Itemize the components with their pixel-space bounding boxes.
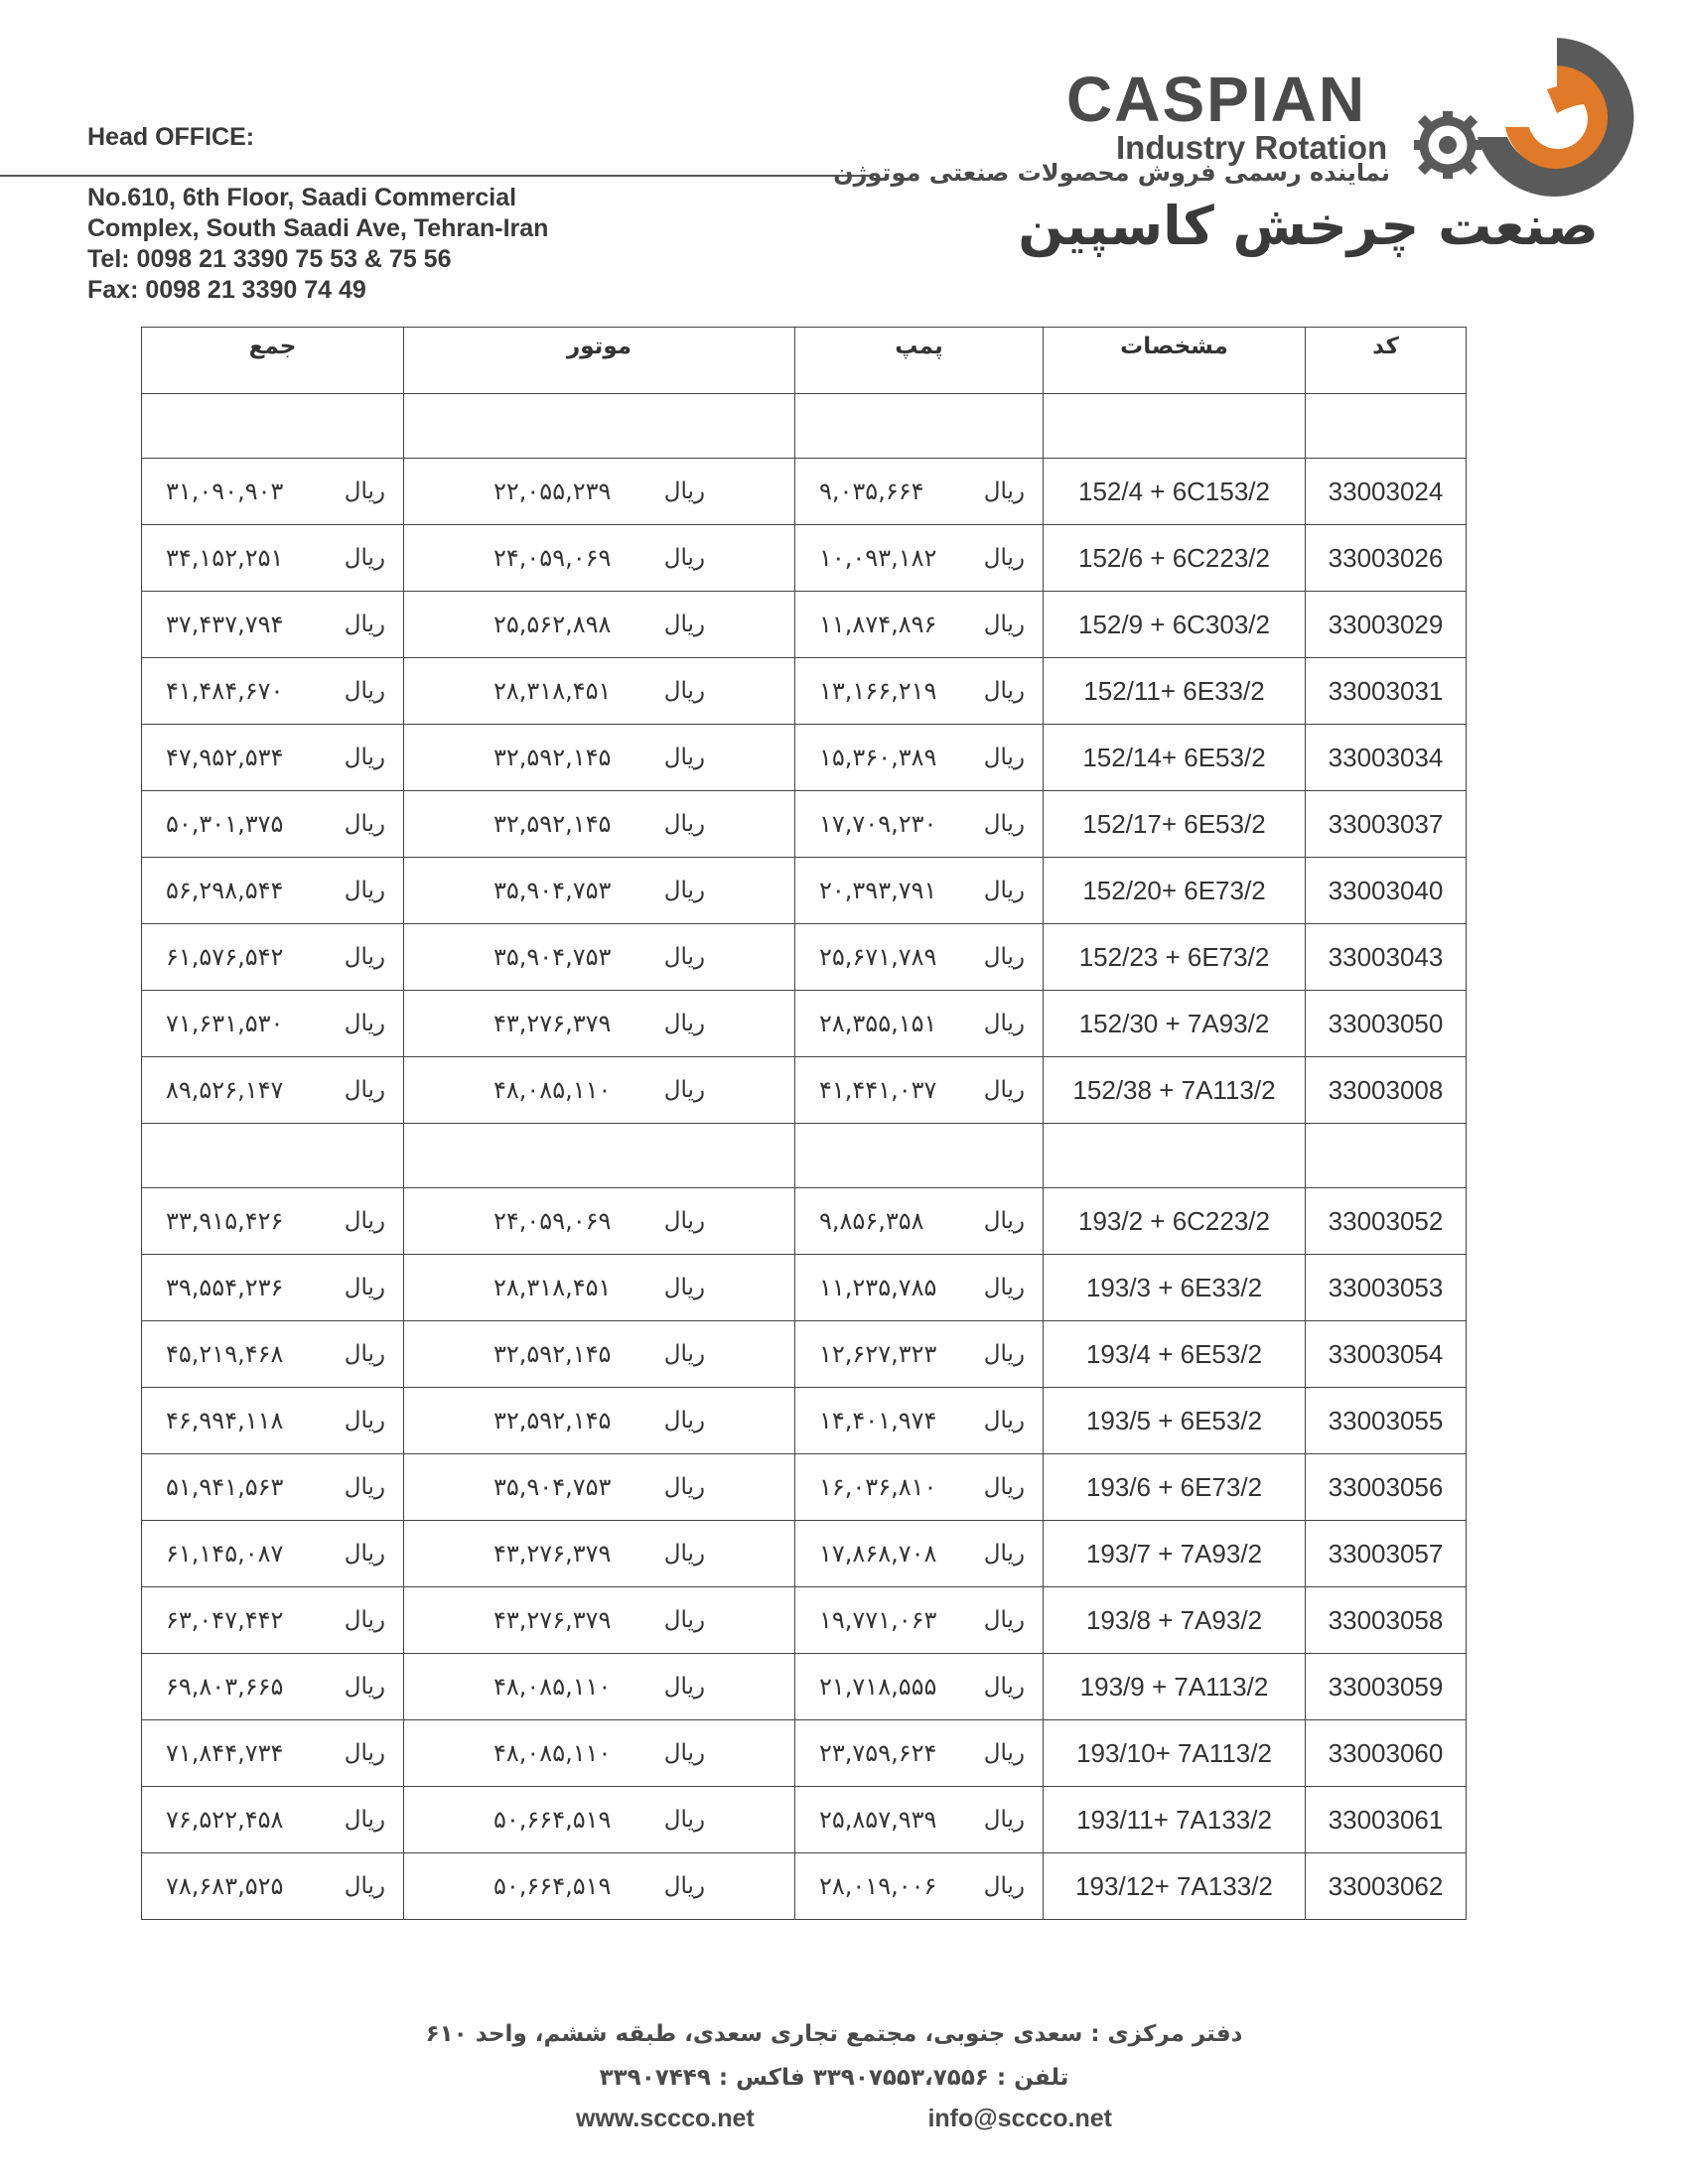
currency-label: ریال	[663, 1275, 705, 1300]
total-cell	[142, 1521, 404, 1587]
currency-label: ریال	[663, 1807, 705, 1833]
header-spec: مشخصات	[1044, 328, 1306, 394]
pump-amount: ۲۵,۶۷۱,۷۸۹	[819, 943, 937, 971]
currency-label: ریال	[344, 811, 385, 837]
brand-tagline: نماینده رسمی فروش محصولات صنعتی موتوژن	[833, 159, 1390, 187]
currency-label: ریال	[983, 878, 1025, 903]
motor-amount: ۴۳,۲۷۶,۳۷۹	[493, 1010, 612, 1037]
total-cell	[142, 1787, 404, 1853]
table-row	[142, 1255, 1467, 1321]
currency-label: ریال	[663, 1873, 705, 1899]
empty-cell	[1044, 394, 1306, 459]
address-line: Complex, South Saadi Ave, Tehran-Iran	[87, 214, 549, 242]
pump-amount: ۹,۰۳۵,۶۶۴	[819, 478, 924, 505]
empty-cell	[142, 394, 404, 459]
motor-cell	[404, 924, 795, 991]
spec-cell: 152/4 + 6C153/2	[1044, 459, 1306, 525]
currency-label: ریال	[663, 478, 705, 504]
spec-cell: 193/11+ 7A133/2	[1044, 1787, 1306, 1853]
spec-cell: 193/8 + 7A93/2	[1044, 1587, 1306, 1654]
total-amount: ۴۷,۹۵۲,۵۳۴	[166, 744, 284, 771]
motor-cell	[404, 791, 795, 858]
total-cell	[142, 858, 404, 924]
spec-cell: 193/2 + 6C223/2	[1044, 1188, 1306, 1255]
total-amount: ۵۶,۲۹۸,۵۴۴	[166, 877, 284, 904]
empty-cell	[1044, 1124, 1306, 1188]
code-cell: 33003061	[1306, 1787, 1467, 1853]
currency-label: ریال	[344, 1341, 385, 1367]
code-cell: 33003024	[1306, 459, 1467, 525]
pump-cell	[795, 1388, 1044, 1454]
currency-label: ریال	[663, 1674, 705, 1700]
empty-cell	[795, 394, 1044, 459]
currency-label: ریال	[344, 878, 385, 903]
pump-cell	[795, 991, 1044, 1057]
empty-cell	[1306, 394, 1467, 459]
pump-amount: ۹,۸۵۶,۳۵۸	[819, 1207, 924, 1235]
motor-cell	[404, 525, 795, 592]
total-cell	[142, 1853, 404, 1920]
currency-label: ریال	[983, 944, 1025, 970]
currency-label: ریال	[663, 878, 705, 903]
motor-amount: ۳۵,۹۰۴,۷۵۳	[493, 943, 612, 971]
spec-cell: 152/14+ 6E53/2	[1044, 725, 1306, 791]
total-cell	[142, 1654, 404, 1720]
total-amount: ۸۹,۵۲۶,۱۴۷	[166, 1076, 284, 1104]
total-amount: ۳۹,۵۵۴,۲۳۶	[166, 1274, 284, 1301]
currency-label: ریال	[344, 745, 385, 770]
brand-block	[1066, 64, 1388, 166]
total-cell	[142, 924, 404, 991]
total-cell	[142, 1057, 404, 1124]
total-amount: ۶۱,۵۷۶,۵۴۲	[166, 943, 284, 971]
table-row	[142, 1787, 1467, 1853]
currency-label: ریال	[663, 944, 705, 970]
currency-label: ریال	[344, 478, 385, 504]
currency-label: ریال	[983, 1208, 1025, 1234]
code-cell: 33003060	[1306, 1720, 1467, 1787]
currency-label: ریال	[344, 1873, 385, 1899]
pump-amount: ۱۱,۸۷۴,۸۹۶	[819, 611, 937, 638]
email-link[interactable]: info@sccco.net	[927, 2105, 1112, 2132]
total-amount: ۶۹,۸۰۳,۶۶۵	[166, 1673, 284, 1701]
total-amount: ۵۰,۳۰۱,۳۷۵	[166, 810, 284, 838]
code-cell: 33003055	[1306, 1388, 1467, 1454]
empty-cell	[404, 1124, 795, 1188]
header-pump: پمپ	[795, 328, 1044, 394]
currency-label: ریال	[663, 1077, 705, 1103]
motor-amount: ۳۲,۵۹۲,۱۴۵	[493, 810, 612, 838]
total-amount: ۷۱,۸۴۴,۷۳۴	[166, 1739, 284, 1767]
pump-amount: ۱۷,۷۰۹,۲۳۰	[819, 810, 937, 838]
motor-amount: ۴۸,۰۸۵,۱۱۰	[493, 1076, 612, 1104]
currency-label: ریال	[983, 545, 1025, 571]
table-row	[142, 1188, 1467, 1255]
table-header-row	[142, 328, 1467, 394]
total-cell	[142, 1720, 404, 1787]
motor-cell	[404, 991, 795, 1057]
currency-label: ریال	[983, 612, 1025, 637]
table-row	[142, 1388, 1467, 1454]
motor-amount: ۴۳,۲۷۶,۳۷۹	[493, 1606, 612, 1634]
code-cell: 33003062	[1306, 1853, 1467, 1920]
pump-cell	[795, 1321, 1044, 1388]
table-row	[142, 1587, 1467, 1654]
code-cell: 33003059	[1306, 1654, 1467, 1720]
total-amount: ۶۱,۱۴۵,۰۸۷	[166, 1540, 284, 1568]
code-cell: 33003026	[1306, 525, 1467, 592]
pump-amount: ۱۲,۶۲۷,۳۲۳	[819, 1340, 937, 1368]
currency-label: ریال	[344, 944, 385, 970]
spec-cell: 152/6 + 6C223/2	[1044, 525, 1306, 592]
total-cell	[142, 791, 404, 858]
pump-cell	[795, 924, 1044, 991]
total-cell	[142, 1454, 404, 1521]
table-row	[142, 459, 1467, 525]
pump-amount: ۲۸,۳۵۵,۱۵۱	[819, 1010, 937, 1037]
total-cell	[142, 1188, 404, 1255]
currency-label: ریال	[663, 545, 705, 571]
code-cell: 33003034	[1306, 725, 1467, 791]
footer-address: دفتر مرکزی : سعدی جنوبی، مجتمع تجاری سعدی، طبقه ششم، واحد ۶۱۰	[425, 2021, 1243, 2047]
currency-label: ریال	[663, 1474, 705, 1500]
pump-cell	[795, 725, 1044, 791]
pump-cell	[795, 1720, 1044, 1787]
pump-cell	[795, 525, 1044, 592]
total-cell	[142, 1388, 404, 1454]
spec-cell: 193/6 + 6E73/2	[1044, 1454, 1306, 1521]
pump-cell	[795, 1057, 1044, 1124]
total-amount: ۴۶,۹۹۴,۱۱۸	[166, 1407, 284, 1434]
header-code: کد	[1306, 328, 1467, 394]
currency-label: ریال	[663, 1607, 705, 1633]
brand-name-persian: صنعت چرخش کاسپین	[1018, 195, 1599, 257]
spec-cell: 152/11+ 6E33/2	[1044, 658, 1306, 725]
footer	[417, 2021, 1251, 2133]
total-cell	[142, 592, 404, 658]
currency-label: ریال	[983, 811, 1025, 837]
motor-cell	[404, 1521, 795, 1587]
motor-amount: ۲۸,۳۱۸,۴۵۱	[493, 677, 612, 705]
code-cell: 33003058	[1306, 1587, 1467, 1654]
currency-label: ریال	[983, 1674, 1025, 1700]
motor-amount: ۳۲,۵۹۲,۱۴۵	[493, 1340, 612, 1368]
code-cell: 33003057	[1306, 1521, 1467, 1587]
pump-cell	[795, 592, 1044, 658]
price-table	[141, 327, 1467, 1920]
pump-cell	[795, 858, 1044, 924]
currency-label: ریال	[663, 745, 705, 770]
currency-label: ریال	[983, 1807, 1025, 1833]
motor-cell	[404, 1321, 795, 1388]
code-cell: 33003029	[1306, 592, 1467, 658]
pump-amount: ۴۱,۴۴۱,۰۳۷	[819, 1076, 937, 1104]
currency-label: ریال	[983, 1011, 1025, 1036]
currency-label: ریال	[344, 1077, 385, 1103]
pump-amount: ۱۵,۳۶۰,۳۸۹	[819, 744, 937, 771]
total-amount: ۶۳,۰۴۷,۴۴۲	[166, 1606, 284, 1634]
fax-line: Fax: 0098 21 3390 74 49	[87, 276, 366, 304]
motor-cell	[404, 459, 795, 525]
address-line: No.610, 6th Floor, Saadi Commercial	[87, 184, 517, 211]
motor-amount: ۴۸,۰۸۵,۱۱۰	[493, 1673, 612, 1701]
pump-amount: ۱۱,۲۳۵,۷۸۵	[819, 1274, 937, 1301]
pump-cell	[795, 1521, 1044, 1587]
table-row	[142, 1654, 1467, 1720]
total-amount: ۳۴,۱۵۲,۲۵۱	[166, 544, 284, 572]
currency-label: ریال	[663, 612, 705, 637]
motor-amount: ۳۵,۹۰۴,۷۵۳	[493, 1473, 612, 1501]
code-cell: 33003052	[1306, 1188, 1467, 1255]
code-cell: 33003054	[1306, 1321, 1467, 1388]
motor-cell	[404, 1720, 795, 1787]
currency-label: ریال	[983, 1408, 1025, 1433]
total-amount: ۴۵,۲۱۹,۴۶۸	[166, 1340, 284, 1368]
code-cell: 33003053	[1306, 1255, 1467, 1321]
code-cell: 33003050	[1306, 991, 1467, 1057]
motor-amount: ۴۸,۰۸۵,۱۱۰	[493, 1739, 612, 1767]
currency-label: ریال	[344, 545, 385, 571]
currency-label: ریال	[344, 678, 385, 704]
code-cell: 33003037	[1306, 791, 1467, 858]
pump-amount: ۲۰,۳۹۳,۷۹۱	[819, 877, 937, 904]
currency-label: ریال	[344, 1674, 385, 1700]
spec-cell: 152/17+ 6E53/2	[1044, 791, 1306, 858]
pump-amount: ۱۷,۸۶۸,۷۰۸	[819, 1540, 937, 1568]
motor-cell	[404, 1255, 795, 1321]
table-row	[142, 658, 1467, 725]
pump-cell	[795, 1587, 1044, 1654]
total-cell	[142, 725, 404, 791]
spec-cell: 152/38 + 7A113/2	[1044, 1057, 1306, 1124]
code-cell: 33003031	[1306, 658, 1467, 725]
total-cell	[142, 1321, 404, 1388]
office-address	[87, 183, 548, 306]
spec-cell: 193/10+ 7A113/2	[1044, 1720, 1306, 1787]
currency-label: ریال	[344, 1275, 385, 1300]
table-row	[142, 791, 1467, 858]
motor-amount: ۵۰,۶۶۴,۵۱۹	[493, 1806, 612, 1834]
motor-cell	[404, 725, 795, 791]
motor-cell	[404, 1654, 795, 1720]
currency-label: ریال	[983, 478, 1025, 504]
currency-label: ریال	[983, 1541, 1025, 1567]
currency-label: ریال	[663, 1341, 705, 1367]
motor-cell	[404, 1787, 795, 1853]
spec-cell: 152/9 + 6C303/2	[1044, 592, 1306, 658]
total-cell	[142, 525, 404, 592]
total-amount: ۵۱,۹۴۱,۵۶۳	[166, 1473, 284, 1501]
currency-label: ریال	[663, 1740, 705, 1766]
total-amount: ۳۳,۹۱۵,۴۲۶	[166, 1207, 284, 1235]
total-cell	[142, 459, 404, 525]
motor-cell	[404, 592, 795, 658]
currency-label: ریال	[344, 1208, 385, 1234]
motor-amount: ۴۳,۲۷۶,۳۷۹	[493, 1540, 612, 1568]
pump-amount: ۲۸,۰۱۹,۰۰۶	[819, 1872, 937, 1900]
table-row	[142, 858, 1467, 924]
footer-phones: تلفن : ۳۳۹۰۷۵۵۳،۷۵۵۶ فاکس : ۳۳۹۰۷۴۴۹	[599, 2065, 1069, 2091]
total-cell	[142, 658, 404, 725]
pump-amount: ۱۰,۰۹۳,۱۸۲	[819, 544, 937, 572]
pump-amount: ۲۵,۸۵۷,۹۳۹	[819, 1806, 937, 1834]
spec-cell: 152/23 + 6E73/2	[1044, 924, 1306, 991]
currency-label: ریال	[983, 1341, 1025, 1367]
motor-amount: ۲۴,۰۵۹,۰۶۹	[493, 544, 612, 572]
table-row	[142, 725, 1467, 791]
code-cell: 33003008	[1306, 1057, 1467, 1124]
motor-amount: ۳۲,۵۹۲,۱۴۵	[493, 744, 612, 771]
spec-cell: 193/3 + 6E33/2	[1044, 1255, 1306, 1321]
blank-row	[142, 394, 1467, 459]
gear-icon	[1414, 111, 1481, 179]
table-row	[142, 1057, 1467, 1124]
motor-cell	[404, 1057, 795, 1124]
motor-amount: ۲۸,۳۱۸,۴۵۱	[493, 1274, 612, 1301]
website-link[interactable]: www.sccco.net	[576, 2105, 755, 2132]
blank-row	[142, 1124, 1467, 1188]
code-cell: 33003040	[1306, 858, 1467, 924]
currency-label: ریال	[983, 678, 1025, 704]
pump-cell	[795, 791, 1044, 858]
table-row	[142, 592, 1467, 658]
motor-cell	[404, 658, 795, 725]
table-row	[142, 924, 1467, 991]
pump-cell	[795, 1654, 1044, 1720]
total-cell	[142, 1587, 404, 1654]
currency-label: ریال	[983, 1740, 1025, 1766]
pump-amount: ۲۳,۷۵۹,۶۲۴	[819, 1739, 937, 1767]
pump-cell	[795, 1454, 1044, 1521]
currency-label: ریال	[663, 811, 705, 837]
spec-cell: 193/5 + 6E53/2	[1044, 1388, 1306, 1454]
currency-label: ریال	[983, 1275, 1025, 1300]
total-amount: ۳۱,۰۹۰,۹۰۳	[166, 478, 284, 505]
table-row	[142, 1853, 1467, 1920]
spec-cell: 152/30 + 7A93/2	[1044, 991, 1306, 1057]
pump-cell	[795, 1787, 1044, 1853]
motor-cell	[404, 858, 795, 924]
pump-cell	[795, 1255, 1044, 1321]
header-motor: موتور	[404, 328, 795, 394]
pump-amount: ۱۳,۱۶۶,۲۱۹	[819, 677, 937, 705]
code-cell: 33003043	[1306, 924, 1467, 991]
currency-label: ریال	[344, 1541, 385, 1567]
currency-label: ریال	[344, 1607, 385, 1633]
currency-label: ریال	[983, 1873, 1025, 1899]
currency-label: ریال	[983, 745, 1025, 770]
pump-amount: ۱۹,۷۷۱,۰۶۳	[819, 1606, 937, 1634]
motor-cell	[404, 1388, 795, 1454]
table-row	[142, 1454, 1467, 1521]
currency-label: ریال	[663, 1208, 705, 1234]
tel-line: Tel: 0098 21 3390 75 53 & 75 56	[87, 245, 452, 273]
header-total: جمع	[142, 328, 404, 394]
motor-amount: ۵۰,۶۶۴,۵۱۹	[493, 1872, 612, 1900]
total-amount: ۷۶,۵۲۲,۴۵۸	[166, 1806, 284, 1834]
currency-label: ریال	[344, 1408, 385, 1433]
pump-cell	[795, 658, 1044, 725]
currency-label: ریال	[983, 1607, 1025, 1633]
header-divider	[0, 175, 872, 177]
currency-label: ریال	[663, 1408, 705, 1433]
motor-cell	[404, 1853, 795, 1920]
currency-label: ریال	[663, 1541, 705, 1567]
currency-label: ریال	[663, 1011, 705, 1036]
pump-amount: ۱۶,۰۳۶,۸۱۰	[819, 1473, 937, 1501]
pump-cell	[795, 1853, 1044, 1920]
currency-label: ریال	[663, 678, 705, 704]
pump-amount: ۲۱,۷۱۸,۵۵۵	[819, 1673, 937, 1701]
logo-icon	[1408, 28, 1676, 197]
spec-cell: 193/9 + 7A113/2	[1044, 1654, 1306, 1720]
table-row	[142, 525, 1467, 592]
table-row	[142, 1720, 1467, 1787]
motor-amount: ۲۲,۰۵۵,۲۳۹	[493, 478, 612, 505]
currency-label: ریال	[344, 1011, 385, 1036]
brand-name: CASPIAN	[1066, 64, 1367, 135]
table-row	[142, 991, 1467, 1057]
spec-cell: 193/7 + 7A93/2	[1044, 1521, 1306, 1587]
motor-amount: ۲۵,۵۶۲,۸۹۸	[493, 611, 612, 638]
motor-amount: ۲۴,۰۵۹,۰۶۹	[493, 1207, 612, 1235]
spec-cell: 193/4 + 6E53/2	[1044, 1321, 1306, 1388]
motor-cell	[404, 1188, 795, 1255]
motor-amount: ۳۲,۵۹۲,۱۴۵	[493, 1407, 612, 1434]
motor-cell	[404, 1454, 795, 1521]
motor-amount: ۳۵,۹۰۴,۷۵۳	[493, 877, 612, 904]
brand-subtitle: Industry Rotation	[1116, 129, 1388, 166]
currency-label: ریال	[983, 1077, 1025, 1103]
empty-cell	[142, 1124, 404, 1188]
spec-cell: 152/20+ 6E73/2	[1044, 858, 1306, 924]
empty-cell	[795, 1124, 1044, 1188]
pump-amount: ۱۴,۴۰۱,۹۷۴	[819, 1407, 937, 1434]
motor-cell	[404, 1587, 795, 1654]
total-amount: ۳۷,۴۳۷,۷۹۴	[166, 611, 284, 638]
table-row	[142, 1321, 1467, 1388]
currency-label: ریال	[983, 1474, 1025, 1500]
total-amount: ۷۸,۶۸۳,۵۲۵	[166, 1872, 284, 1900]
empty-cell	[1306, 1124, 1467, 1188]
total-amount: ۴۱,۴۸۴,۶۷۰	[166, 677, 284, 705]
head-office-label: Head OFFICE:	[87, 123, 255, 151]
currency-label: ریال	[344, 1474, 385, 1500]
empty-cell	[404, 394, 795, 459]
total-cell	[142, 1255, 404, 1321]
spec-cell: 193/12+ 7A133/2	[1044, 1853, 1306, 1920]
currency-label: ریال	[344, 1740, 385, 1766]
pump-cell	[795, 1188, 1044, 1255]
currency-label: ریال	[344, 612, 385, 637]
pump-cell	[795, 459, 1044, 525]
table-row	[142, 1521, 1467, 1587]
code-cell: 33003056	[1306, 1454, 1467, 1521]
total-cell	[142, 991, 404, 1057]
total-amount: ۷۱,۶۳۱,۵۳۰	[166, 1010, 284, 1037]
currency-label: ریال	[344, 1807, 385, 1833]
